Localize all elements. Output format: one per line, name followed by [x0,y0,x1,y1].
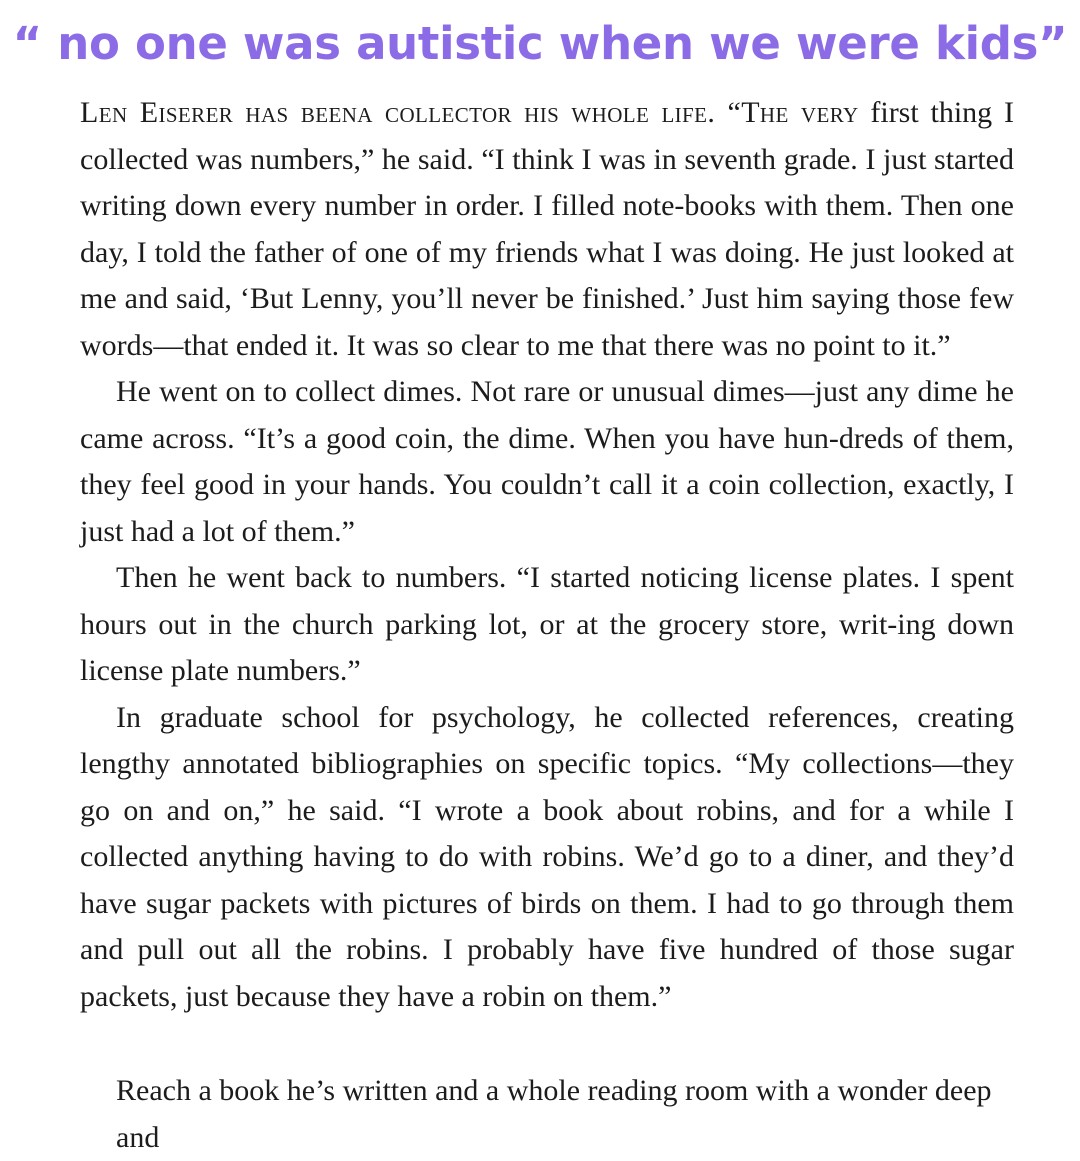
book-page-text [80,90,1014,1020]
paragraph-1-rest: first thing I collected was numbers,” he said. “I think I was in seventh grade. I just started writing down every number in order. I filled note-books with them. Then one day, I told the father of one of my friends what I was doing. He just looked at me and said, ‘But Lenny, you’ll never be finished.’ Just him saying those few words—that ended it. It was so clear to me that there was no point to it.” [80,96,1014,362]
cut-off-line [80,1062,1014,1154]
paragraph-4: In graduate school for psychology, he collected references, creating lengthy annotated bibliographies on specific topics. “My collections—they go on and on,” he said. “I wrote a book about robins, and for a while I collected anything having to do with robins. We’d go to a diner, and they’d have sugar packets with pictures of birds on them. I had to go through them and pull out all the robins. I probably have five hundred of those sugar packets, just because they have a robin on them.” [80,700,1014,1013]
paragraph-1 [80,90,1014,369]
page-title: “ no one was autistic when we were kids” [12,17,1068,70]
opening-small-caps: Len Eiserer has beena collector his whole life. “The very [80,96,859,129]
paragraph-2: He went on to collect dimes. Not rare or unusual dimes—just any dime he came across. “It’s a good coin, the dime. When you have hun-dreds of them, they feel good in your hands. You couldn’t call it a coin collection, exactly, I just had a lot of them.” [80,375,1014,548]
paragraph-3: Then he went back to numbers. “I started noticing license plates. I spent hours out in the church parking lot, or at the grocery store, writ-ing down license plate numbers.” [80,561,1014,687]
cut-off-text: Reach a book he’s written and a whole reading room with a wonder deep and [116,1074,992,1154]
